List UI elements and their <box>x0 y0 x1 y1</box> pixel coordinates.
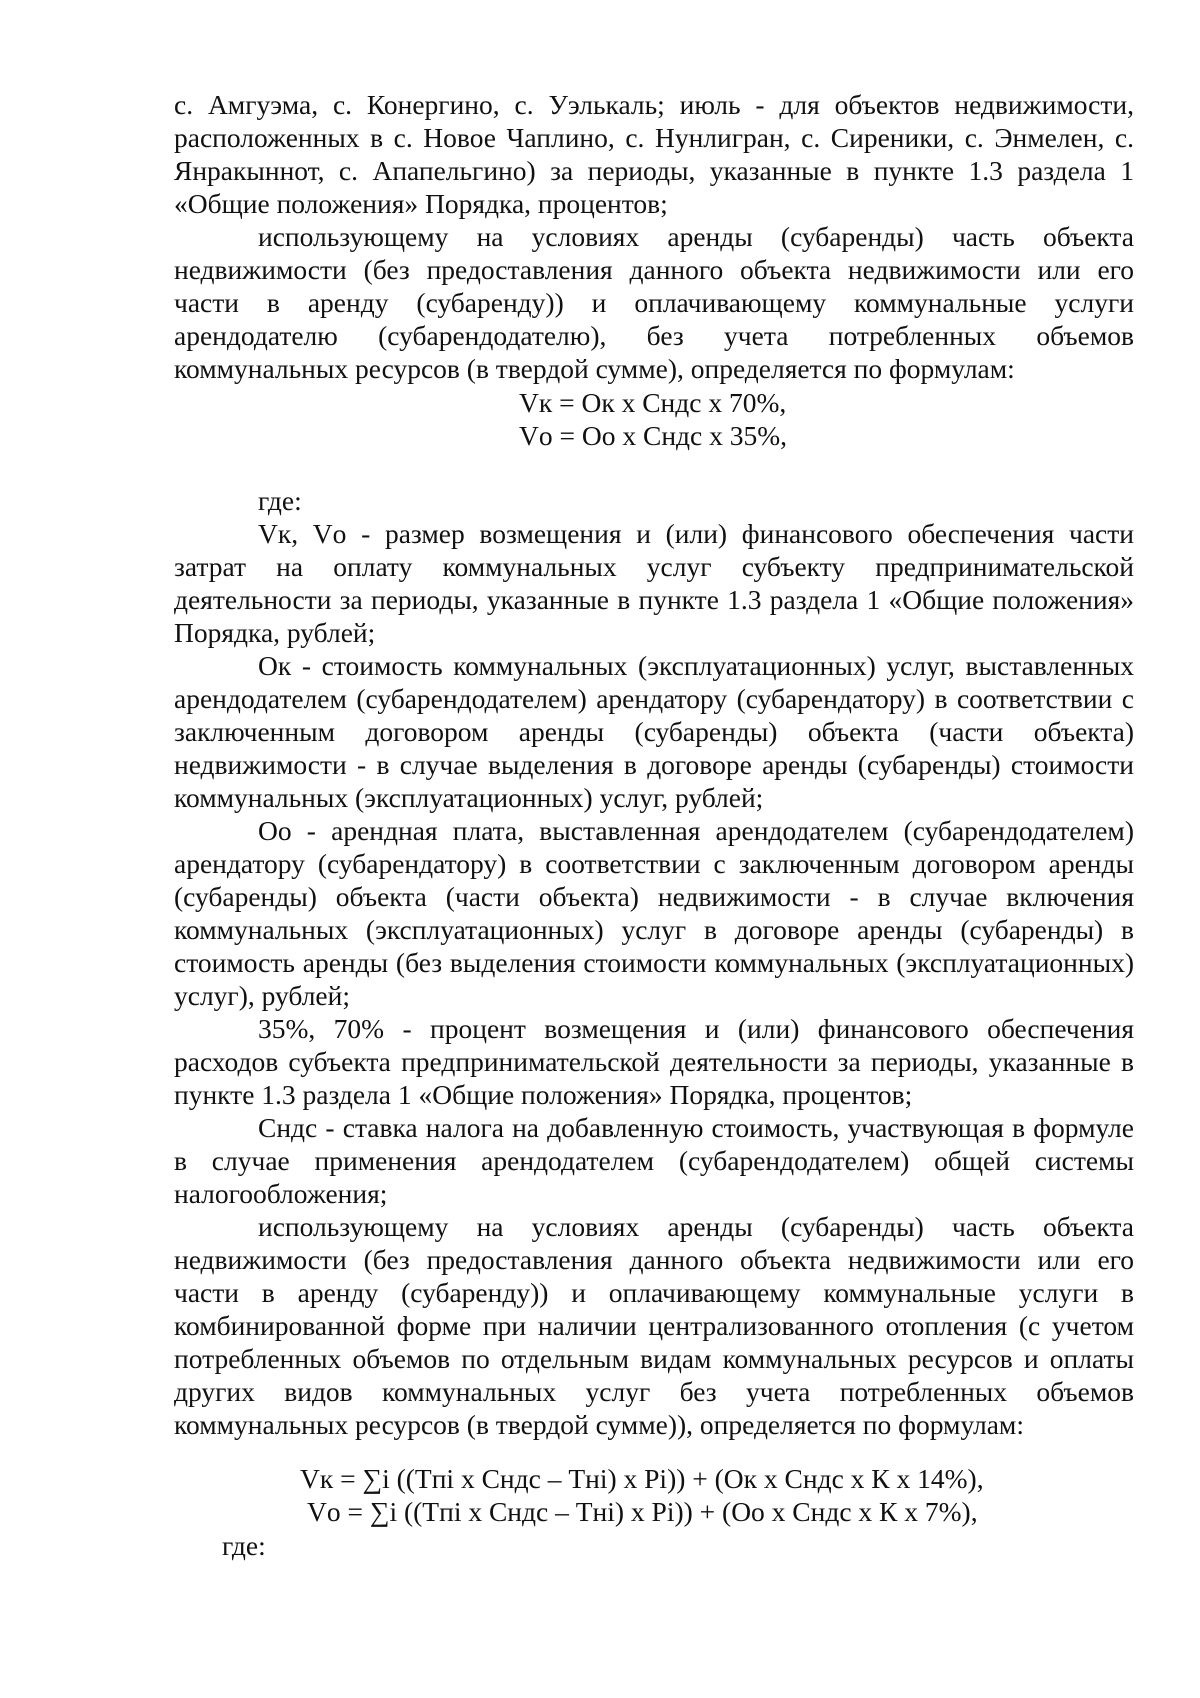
definition-ok: Ок - стоимость коммунальных (эксплуатационных) услуг, выставленных арендодателем (субарендодателем) арендатору (субарендатору) в соответствии с заключенным договором аренды (субаренды) объекта (части объекта) недвижимости - в случае выделения в договоре аренды (субаренды) стоимости коммунальных (эксплуатационных) услуг, рублей; <box>174 650 1134 813</box>
formula-combined-vk-line: Vк = ∑i ((Tпi х Сндс – Tнi) х Pi)) + (Ок х Сндс х К х 14%), <box>300 1463 984 1494</box>
definition-oo: Оо - арендная плата, выставленная арендодателем (субарендодателем) арендатору (субарендатору) в соответствии с заключенным договором аренды (субаренды) объекта (части объекта) недвижимости - в случае включения коммунальных (эксплуатационных) услуг в договоре аренды (субаренды) в стоимость аренды (без выделения стоимости коммунальных (эксплуатационных) услуг), рублей; <box>174 815 1134 1011</box>
formula-vk-line: Vк = Ок х Сндс х 70%, <box>519 387 787 418</box>
definition-percent: 35%, 70% - процент возмещения и (или) финансового обеспечения расходов субъекта предпринимательской деятельности за периоды, указанные в пункте 1.3 раздела 1 «Общие положения» Порядка, процентов; <box>174 1013 1134 1110</box>
definition-vk-vo: Vк, Vо - размер возмещения и (или) финансового обеспечения части затрат на оплату коммунальных услуг субъекту предпринимательской деятельности за периоды, указанные в пункте 1.3 раздела 1 «Общие положения» Порядка, рублей; <box>174 518 1134 648</box>
paragraph-combined-form-usage: использующему на условиях аренды (субаренды) часть объекта недвижимости (без предоставления данного объекта недвижимости или его части в аренду (субаренду)) и оплачивающему коммунальные услуги в комбинированной форме при наличии централизованного отопления (с учетом потребленных объемов по отдельным видам коммунальных ресурсов и оплаты других видов коммунальных услуг без учета потребленных объемов коммунальных ресурсов (в твердой сумме)), определяется по формулам: <box>174 1211 1134 1440</box>
where-label-final: где: <box>222 1530 266 1561</box>
definition-vat-rate: Сндс - ставка налога на добавленную стоимость, участвующая в формуле в случае применения арендодателем (субарендодателем) общей системы налогообложения; <box>174 1112 1134 1209</box>
text-block-intro <box>174 88 1134 385</box>
paragraph-fixed-sum-usage: использующему на условиях аренды (субаренды) часть объекта недвижимости (без предоставления данного объекта недвижимости или его части в аренду (субаренду)) и оплачивающему коммунальные услуги арендодателю (субарендодателю), без учета потребленных объемов коммунальных ресурсов (в твердой сумме), определяется по формулам: <box>174 221 1134 384</box>
where-label: где: <box>258 485 302 516</box>
paragraph-continuation: с. Амгуэма, с. Конергино, с. Уэлькаль; июль - для объектов недвижимости, расположенных в с. Новое Чаплино, с. Нунлигран, с. Сиреники, с. Энмелен, с. Янракыннот, с. Апапельгино) за периоды, указанные в пункте 1.3 раздела 1 «Общие положения» Порядка, процентов; <box>174 89 1134 219</box>
text-block-definitions <box>174 484 1134 1441</box>
formula-combined-vo-line: Vо = ∑i ((Tпi х Сндс – Tнi) х Pi)) + (Оо х Сндс х К х 7%), <box>307 1496 978 1527</box>
formula-vo-line: Vо = Оо х Сндс х 35%, <box>519 420 788 451</box>
